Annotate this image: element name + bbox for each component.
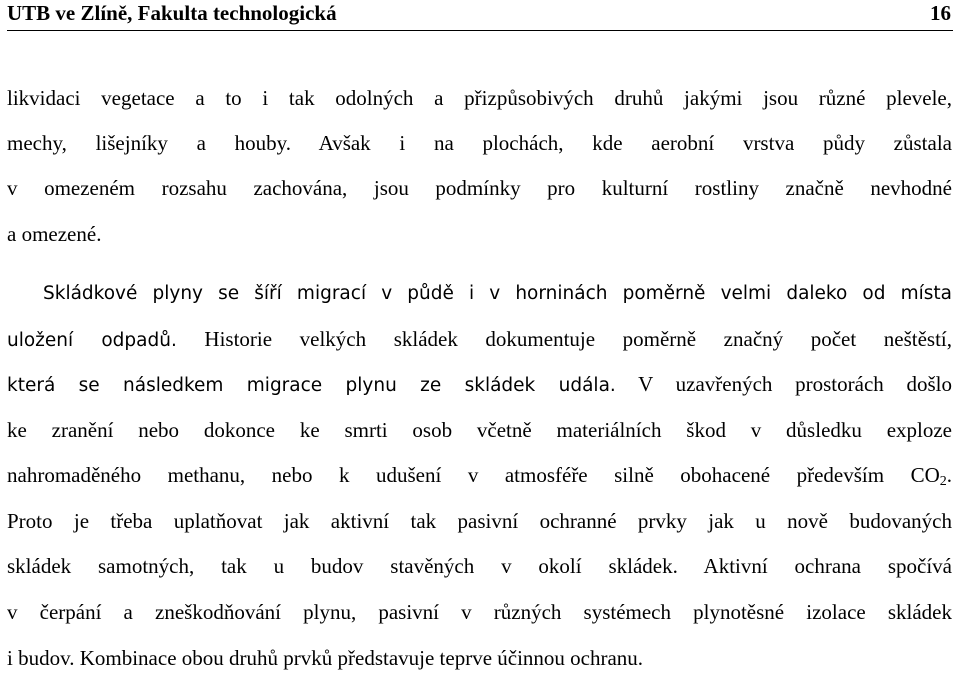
paragraph2-line-3-serif: V uzavřených prostorách došlo [615,372,952,396]
paragraph2-line-6: Proto je třeba uplatňovat jak aktivní tak pasivní ochranné prvky jak u nově budovaných [7,509,952,533]
paragraph2-line-5-text: nahromaděného methanu, nebo k udušení v atmosféře silně obohacené především CO [7,463,940,487]
paragraph2-line-3-sans: která se následkem migrace plynu ze skládek udála. [7,375,616,396]
paragraph1-line-4: a omezené. [7,222,102,246]
paragraph2-line-9: i budov. Kombinace obou druhů prvků představuje teprve účinnou ochranu. [7,646,644,670]
paragraph2-line-5-end: . [946,463,952,487]
paragraph2-line-2 [7,326,952,354]
co2-subscript: 2 [939,474,947,489]
page-header [7,0,953,31]
paragraph2-line-4: ke zranění nebo dokonce ke smrti osob včetně materiálních škod v důsledku exploze [7,418,952,442]
paragraph2-line-8: v čerpání a zneškodňování plynu, pasivní v různých systémech plynotěsné izolace skládek [7,600,952,624]
paragraph2-line-3 [7,371,952,399]
paragraph2-line-2-sans: uložení odpadů. [7,330,177,351]
page-number: 16 [930,1,951,25]
paragraph1-line-2: mechy, lišejníky a houby. Avšak i na plochách, kde aerobní vrstva půdy zůstala [7,131,952,155]
paragraph2-line-2-serif: Historie velkých skládek dokumentuje poměrně značný počet neštěstí, [176,327,952,351]
paragraph2-line-5 [7,462,952,488]
header-title: UTB ve Zlíně, Fakulta technologická [7,1,337,25]
paragraph1-line-1: likvidaci vegetace a to i tak odolných a přizpůsobivých druhů jakými jsou různé plevele, [7,86,952,110]
paragraph2-line-1: Skládkové plyny se šíří migrací v půdě i v horninách poměrně velmi daleko od místa [43,283,952,304]
paragraph1-line-3: v omezeném rozsahu zachována, jsou podmínky pro kulturní rostliny značně nevhodné [7,176,952,200]
paragraph2-line-7: skládek samotných, tak u budov stavěných v okolí skládek. Aktivní ochrana spočívá [7,554,952,578]
